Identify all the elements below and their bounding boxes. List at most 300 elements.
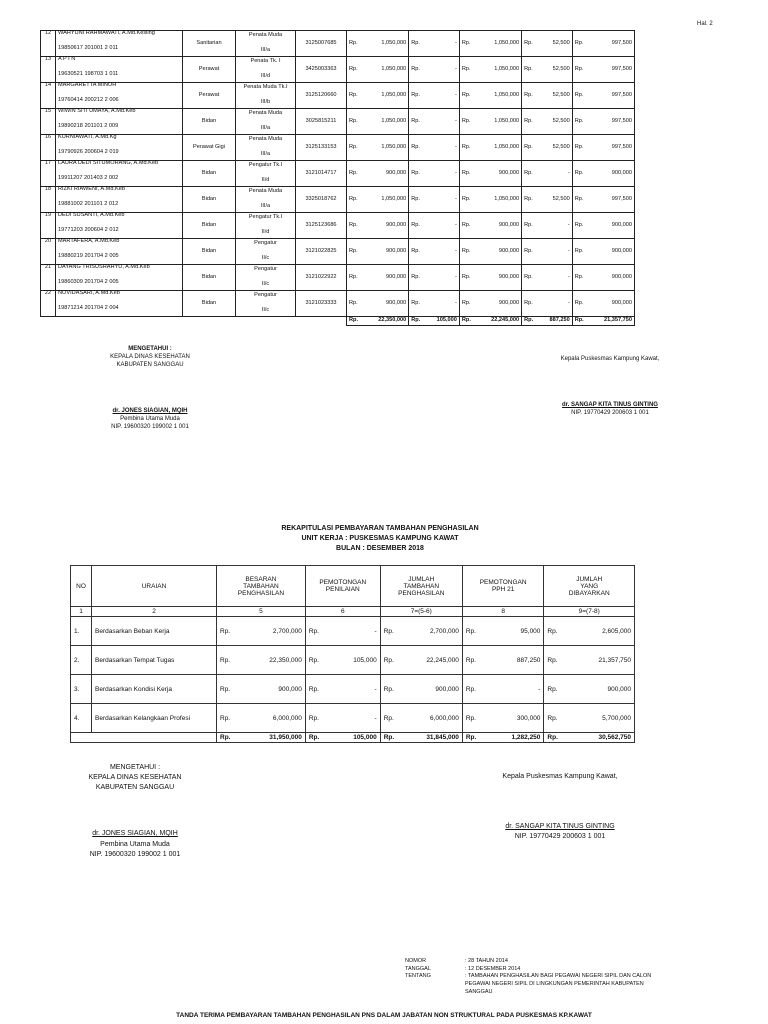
- currency: Rp.: [459, 213, 473, 239]
- col-besaran-l2: TAMBAHAN: [243, 582, 279, 590]
- tax: 52,500: [535, 57, 572, 83]
- employee-job: Bidan: [183, 239, 236, 265]
- total-amount: 22,350,000: [360, 317, 409, 326]
- employee-nip: 19630521 198703 1 011: [58, 70, 119, 77]
- rekap-uraian: Berdasarkan Kondisi Kerja: [92, 675, 217, 704]
- employee-table: [40, 30, 635, 326]
- employee-row: [41, 135, 635, 161]
- deduction: -: [422, 57, 459, 83]
- currency: Rp.: [347, 291, 361, 317]
- employee-grade: Pengatur: [254, 292, 277, 299]
- employee-grade: Pengatur: [254, 240, 277, 247]
- currency: Rp.: [522, 31, 536, 57]
- employee-name: WAHYUNI RAHMAWATI, A.Md.Kesling: [58, 30, 155, 36]
- rekap-no: 1.: [71, 617, 92, 646]
- employee-job: Bidan: [183, 265, 236, 291]
- currency: Rp.: [462, 646, 481, 675]
- employee-name: RIZKI RIAWENI, A.Md.Keb: [58, 186, 125, 192]
- employee-grade-code: II/c: [261, 307, 270, 313]
- currency: Rp.: [522, 135, 536, 161]
- rekap-header-row: [71, 566, 635, 607]
- rekap-jumlah: 22,245,000: [399, 646, 463, 675]
- decree-nomor-key: NOMOR: [405, 958, 427, 964]
- currency: Rp.: [462, 617, 481, 646]
- amount: 900,000: [360, 291, 409, 317]
- rekap-uraian: Berdasarkan Tempat Tugas: [92, 646, 217, 675]
- rekap-uraian: Berdasarkan Beban Kerja: [92, 617, 217, 646]
- employee-job: Bidan: [183, 109, 236, 135]
- rekap-total-row: [71, 733, 635, 743]
- currency: Rp.: [409, 109, 423, 135]
- currency: Rp.: [409, 291, 423, 317]
- currency: Rp.: [409, 213, 423, 239]
- employee-nip: 19860309 201704 2 005: [58, 278, 119, 285]
- employee-grade: Penata Muda: [248, 32, 283, 39]
- currency: Rp.: [522, 239, 536, 265]
- row-number: 19: [41, 213, 56, 239]
- net-total: 997,500: [586, 57, 635, 83]
- currency: Rp.: [459, 135, 473, 161]
- decree-tanggal-key: TANGGAL: [405, 965, 431, 972]
- employee-job: Bidan: [183, 213, 236, 239]
- page-number: Hal. 2: [697, 21, 713, 27]
- employee-name-cell: [56, 187, 183, 213]
- approval-block-top: [60, 345, 240, 432]
- currency: Rp.: [522, 187, 536, 213]
- tax: -: [535, 291, 572, 317]
- employee-grade-code: III/d: [260, 73, 271, 79]
- currency: Rp.: [347, 239, 361, 265]
- employee-name: A P I N: [58, 56, 76, 62]
- employee-grade-code: III/a: [260, 151, 271, 157]
- net-total: 900,000: [586, 239, 635, 265]
- employee-name-cell: [56, 83, 183, 109]
- row-number: 15: [41, 109, 56, 135]
- tax: 52,500: [535, 187, 572, 213]
- rekap-besaran: 900,000: [235, 675, 305, 704]
- currency: Rp.: [409, 239, 423, 265]
- total-pph: 1,282,250: [481, 733, 544, 743]
- account-number: 3325018762: [296, 187, 347, 213]
- account-number: 3125007685: [296, 31, 347, 57]
- employee-name-cell: [56, 31, 183, 57]
- colnum: 9=(7-8): [544, 607, 635, 617]
- currency: Rp.: [347, 187, 361, 213]
- tax: 52,500: [535, 135, 572, 161]
- net-total: 997,500: [586, 31, 635, 57]
- employee-grade-cell: [236, 161, 296, 187]
- approver-rank: Pembina Utama Muda: [120, 416, 180, 423]
- currency: Rp.: [459, 57, 473, 83]
- tax: -: [535, 239, 572, 265]
- account-number: 3121022922: [296, 265, 347, 291]
- currency: Rp.: [459, 109, 473, 135]
- approval-office: KEPALA DINAS KESEHATAN: [110, 354, 190, 361]
- currency: Rp.: [522, 265, 536, 291]
- rekap-besaran: 22,350,000: [235, 646, 305, 675]
- rekap-besaran: 2,700,000: [235, 617, 305, 646]
- employee-name: DAYANG TRISUSRAHYU, A.Md.Keb: [58, 264, 150, 270]
- currency: Rp.: [572, 31, 586, 57]
- currency: Rp.: [459, 161, 473, 187]
- total-label-cell: [71, 733, 217, 743]
- amount: 1,050,000: [360, 83, 409, 109]
- currency: Rp.: [305, 675, 324, 704]
- row-number: 12: [41, 31, 56, 57]
- rekap-table: [70, 565, 635, 743]
- head-block-bottom: [470, 772, 650, 842]
- rekap-jumlah: 2,700,000: [399, 617, 463, 646]
- amount: 900,000: [360, 239, 409, 265]
- currency: Rp.: [544, 733, 563, 743]
- rekap-row: [71, 617, 635, 646]
- currency: Rp.: [459, 265, 473, 291]
- rekap-pph: 300,000: [481, 704, 544, 733]
- employee-grade: Penata Muda Tk.I: [243, 84, 288, 91]
- employee-row: [41, 57, 635, 83]
- deduction: -: [422, 213, 459, 239]
- account-number: 3121014717: [296, 161, 347, 187]
- employee-name: MARTAFERA, A.Md.Keb: [58, 238, 120, 244]
- employee-grade-cell: [236, 135, 296, 161]
- account-number: 3425003363: [296, 57, 347, 83]
- currency: Rp.: [522, 161, 536, 187]
- col-besaran-l1: BESARAN: [245, 575, 277, 583]
- rekap-bayar: 2,605,000: [562, 617, 634, 646]
- employee-grade-code: III/a: [260, 203, 271, 209]
- currency: Rp.: [572, 213, 586, 239]
- employee-grade: Pengatur Tk.I: [248, 214, 283, 221]
- currency: Rp.: [217, 733, 236, 743]
- row-number: 13: [41, 57, 56, 83]
- currency: Rp.: [572, 239, 586, 265]
- currency: Rp.: [572, 317, 586, 326]
- approval-region: KABUPATEN SANGGAU: [116, 362, 184, 369]
- subtotal: 900,000: [473, 239, 522, 265]
- rekap-besaran: 6,000,000: [235, 704, 305, 733]
- total-net: 21,357,750: [586, 317, 635, 326]
- employee-name-cell: [56, 57, 183, 83]
- currency: Rp.: [347, 135, 361, 161]
- currency: Rp.: [459, 31, 473, 57]
- employee-grade-cell: [236, 109, 296, 135]
- total-tax: 887,250: [535, 317, 572, 326]
- net-total: 900,000: [586, 161, 635, 187]
- employee-nip: 19880219 201704 2 005: [58, 252, 119, 259]
- currency: Rp.: [380, 733, 399, 743]
- head-nip: NIP. 19770429 200603 1 001: [571, 410, 649, 417]
- account-number: 3025815211: [296, 109, 347, 135]
- total-besaran: 31,950,000: [235, 733, 305, 743]
- employee-name-cell: [56, 161, 183, 187]
- total-potongan: 105,000: [324, 733, 380, 743]
- currency: Rp.: [544, 617, 563, 646]
- employee-name: KURNIAWATI, A.Md.Kg: [58, 134, 117, 140]
- employee-name-cell: [56, 135, 183, 161]
- amount: 900,000: [360, 161, 409, 187]
- employee-name-cell: [56, 239, 183, 265]
- head-title: Kepala Puskesmas Kampung Kawat,: [502, 773, 618, 780]
- currency: Rp.: [347, 161, 361, 187]
- employee-job: Bidan: [183, 161, 236, 187]
- employee-row: [41, 239, 635, 265]
- amount: 1,050,000: [360, 57, 409, 83]
- employee-grade: Pengatur: [254, 266, 277, 273]
- rekap-bayar: 21,357,750: [562, 646, 634, 675]
- tax: 52,500: [535, 31, 572, 57]
- currency: Rp.: [347, 265, 361, 291]
- rekap-row: [71, 675, 635, 704]
- net-total: 997,500: [586, 187, 635, 213]
- employee-name-cell: [56, 213, 183, 239]
- rekap-no: 3.: [71, 675, 92, 704]
- rekap-bayar: 900,000: [562, 675, 634, 704]
- employee-nip: 19771203 200604 2 012: [58, 226, 119, 233]
- col-pph: [462, 566, 544, 607]
- col-bayar-l1: JUMLAH: [576, 575, 603, 583]
- employee-grade-cell: [236, 31, 296, 57]
- employee-row: [41, 187, 635, 213]
- currency: Rp.: [522, 291, 536, 317]
- rekap-potongan: -: [324, 675, 380, 704]
- rekap-colnum-row: [71, 607, 635, 617]
- approver-name: dr. JONES SIAGIAN, MQIH: [92, 830, 178, 838]
- employee-row: [41, 31, 635, 57]
- currency: Rp.: [522, 57, 536, 83]
- currency: Rp.: [459, 291, 473, 317]
- col-potongan-l1: PEMOTONGAN: [319, 579, 367, 586]
- currency: Rp.: [572, 57, 586, 83]
- colnum: 5: [217, 607, 306, 617]
- account-number: 3125123686: [296, 213, 347, 239]
- employee-grade-code: II/d: [261, 229, 270, 235]
- currency: Rp.: [462, 704, 481, 733]
- col-bayar-l2: YANG: [580, 582, 599, 590]
- rekap-row: [71, 646, 635, 675]
- currency: Rp.: [347, 213, 361, 239]
- employee-grade: Penata Tk. I: [250, 58, 281, 65]
- employee-row: [41, 265, 635, 291]
- deduction: -: [422, 265, 459, 291]
- row-number: 18: [41, 187, 56, 213]
- account-number: 3121022825: [296, 239, 347, 265]
- rekap-potongan: -: [324, 704, 380, 733]
- decree-info: [405, 958, 705, 996]
- approver-nip: NIP. 19600320 199002 1 001: [89, 850, 181, 858]
- employee-row: [41, 83, 635, 109]
- rekap-bayar: 5,700,000: [562, 704, 634, 733]
- row-number: 22: [41, 291, 56, 317]
- employee-grade-code: II/c: [261, 255, 270, 261]
- col-uraian: URAIAN: [92, 566, 217, 607]
- currency: Rp.: [380, 646, 399, 675]
- subtotal: 900,000: [473, 161, 522, 187]
- total-jumlah: 31,845,000: [399, 733, 463, 743]
- row-number: 14: [41, 83, 56, 109]
- currency: Rp.: [459, 187, 473, 213]
- currency: Rp.: [409, 135, 423, 161]
- rekap-title-line2: UNIT KERJA : PUSKESMAS KAMPUNG KAWAT: [301, 535, 459, 543]
- colnum: 6: [305, 607, 380, 617]
- employee-name: WIWIN SITI UMAYA, A.Md.Keb: [58, 108, 136, 114]
- colnum: 1: [71, 607, 92, 617]
- subtotal: 1,050,000: [473, 57, 522, 83]
- employee-row: [41, 291, 635, 317]
- currency: Rp.: [544, 646, 563, 675]
- currency: Rp.: [409, 57, 423, 83]
- currency: Rp.: [544, 675, 563, 704]
- rekap-title-line1: REKAPITULASI PEMBAYARAN TAMBAHAN PENGHASILAN: [281, 525, 479, 532]
- tax: -: [535, 265, 572, 291]
- currency: Rp.: [305, 646, 324, 675]
- employee-row: [41, 161, 635, 187]
- subtotal: 1,050,000: [473, 109, 522, 135]
- rekap-no: 2.: [71, 646, 92, 675]
- currency: Rp.: [522, 83, 536, 109]
- employee-job: Perawat Gigi: [183, 135, 236, 161]
- row-number: 21: [41, 265, 56, 291]
- net-total: 997,500: [586, 83, 635, 109]
- tax: -: [535, 213, 572, 239]
- head-block-top: [520, 355, 700, 417]
- employee-grade-code: III/a: [260, 125, 271, 131]
- approver-rank: Pembina Utama Muda: [100, 840, 170, 848]
- decree-nomor-value: : 28 TAHUN 2014: [465, 958, 508, 964]
- total-subtotal: 22,245,000: [473, 317, 522, 326]
- col-no: NO: [71, 566, 92, 607]
- col-potongan-l2: PENILAIAN: [325, 586, 360, 593]
- subtotal: 900,000: [473, 213, 522, 239]
- currency: Rp.: [544, 704, 563, 733]
- net-total: 900,000: [586, 213, 635, 239]
- currency: Rp.: [572, 161, 586, 187]
- currency: Rp.: [305, 704, 324, 733]
- employee-total-row: [41, 317, 635, 326]
- currency: Rp.: [462, 675, 481, 704]
- rekap-pph: 887,250: [481, 646, 544, 675]
- currency: Rp.: [572, 265, 586, 291]
- head-title: Kepala Puskesmas Kampung Kawat,: [560, 356, 660, 362]
- row-number: 17: [41, 161, 56, 187]
- employee-name: DEDI SUSANTI, A.Md.Keb: [58, 212, 125, 218]
- amount: 1,050,000: [360, 187, 409, 213]
- col-bayar-l3: DIBAYARKAN: [568, 589, 610, 597]
- subtotal: 1,050,000: [473, 135, 522, 161]
- employee-grade-code: III/b: [260, 99, 271, 105]
- col-besaran: [217, 566, 306, 607]
- col-jumlah-l2: TAMBAHAN: [403, 582, 440, 590]
- deduction: -: [422, 109, 459, 135]
- currency: Rp.: [347, 109, 361, 135]
- col-jumlah: [380, 566, 462, 607]
- employee-grade-cell: [236, 291, 296, 317]
- col-jumlah-l1: JUMLAH: [408, 575, 435, 583]
- currency: Rp.: [347, 83, 361, 109]
- deduction: -: [422, 187, 459, 213]
- currency: Rp.: [217, 704, 236, 733]
- employee-nip: 19911207 201403 2 002: [58, 174, 119, 181]
- employee-grade-code: II/c: [261, 281, 270, 287]
- currency: Rp.: [459, 83, 473, 109]
- colnum: 7=(5-6): [380, 607, 462, 617]
- currency: Rp.: [409, 187, 423, 213]
- col-bayar: [544, 566, 635, 607]
- employee-grade-cell: [236, 265, 296, 291]
- employee-nip: 19790926 200604 2 019: [58, 148, 119, 155]
- net-total: 997,500: [586, 109, 635, 135]
- rekap-potongan: -: [324, 617, 380, 646]
- approver-nip: NIP. 19600320 199002 1 001: [111, 424, 189, 431]
- head-name: dr. SANGAP KITA TINUS GINTING: [505, 823, 615, 831]
- currency: Rp.: [217, 646, 236, 675]
- head-nip: NIP. 19770429 200603 1 001: [514, 833, 606, 841]
- currency: Rp.: [380, 617, 399, 646]
- employee-name: NOVIDASARI, A.Md.Keb: [58, 290, 120, 296]
- employee-name: LAURA DEDI SITUMORANG, A.Md.Keb: [58, 160, 159, 166]
- amount: 1,050,000: [360, 31, 409, 57]
- employee-name-cell: [56, 109, 183, 135]
- employee-nip: 19881002 201101 2 012: [58, 200, 119, 207]
- currency: Rp.: [459, 239, 473, 265]
- subtotal: 1,050,000: [473, 83, 522, 109]
- tax: -: [535, 161, 572, 187]
- amount: 1,050,000: [360, 109, 409, 135]
- net-total: 900,000: [586, 265, 635, 291]
- employee-grade: Penata Muda: [248, 136, 283, 143]
- employee-job: Perawat: [183, 83, 236, 109]
- currency: Rp.: [347, 57, 361, 83]
- approval-office: KEPALA DINAS KESEHATAN: [88, 774, 182, 782]
- rekap-pph: -: [481, 675, 544, 704]
- account-number: 3121023333: [296, 291, 347, 317]
- currency: Rp.: [380, 675, 399, 704]
- currency: Rp.: [217, 617, 236, 646]
- subtotal: 1,050,000: [473, 31, 522, 57]
- subtotal: 1,050,000: [473, 187, 522, 213]
- total-spacer: [41, 317, 347, 326]
- colnum: 2: [92, 607, 217, 617]
- employee-grade-cell: [236, 213, 296, 239]
- col-potongan: [305, 566, 380, 607]
- employee-nip: 19850617 201001 2 011: [58, 44, 119, 51]
- employee-row: [41, 213, 635, 239]
- currency: Rp.: [572, 109, 586, 135]
- employee-name: MARGARETTA MINOH: [58, 82, 117, 88]
- subtotal: 900,000: [473, 291, 522, 317]
- amount: 1,050,000: [360, 135, 409, 161]
- total-deduction: 105,000: [422, 317, 459, 326]
- currency: Rp.: [572, 83, 586, 109]
- head-name: dr. SANGAP KITA TINUS GINTING: [562, 402, 658, 409]
- employee-name-cell: [56, 265, 183, 291]
- rekap-row: [71, 704, 635, 733]
- currency: Rp.: [462, 733, 481, 743]
- account-number: 3125120660: [296, 83, 347, 109]
- net-total: 900,000: [586, 291, 635, 317]
- employee-job: Sanitarian: [183, 31, 236, 57]
- rekap-no: 4.: [71, 704, 92, 733]
- employee-grade-cell: [236, 239, 296, 265]
- colnum: 8: [462, 607, 544, 617]
- approval-label: MENGETAHUI :: [109, 764, 161, 771]
- employee-grade-cell: [236, 83, 296, 109]
- approver-name: dr. JONES SIAGIAN, MQIH: [112, 408, 188, 415]
- currency: Rp.: [380, 704, 399, 733]
- currency: Rp.: [522, 317, 536, 326]
- decree-tentang-value: : TAMBAHAN PENGHASILAN BAGI PEGAWAI NEGERI SIPIL DAN CALON PEGAWAI NEGERI SIPIL DI LINGKUNGAN PEMERINTAH KABUPATEN SANGGAU: [465, 973, 652, 995]
- employee-job: Bidan: [183, 187, 236, 213]
- employee-grade: Pengatur Tk.I: [248, 162, 283, 169]
